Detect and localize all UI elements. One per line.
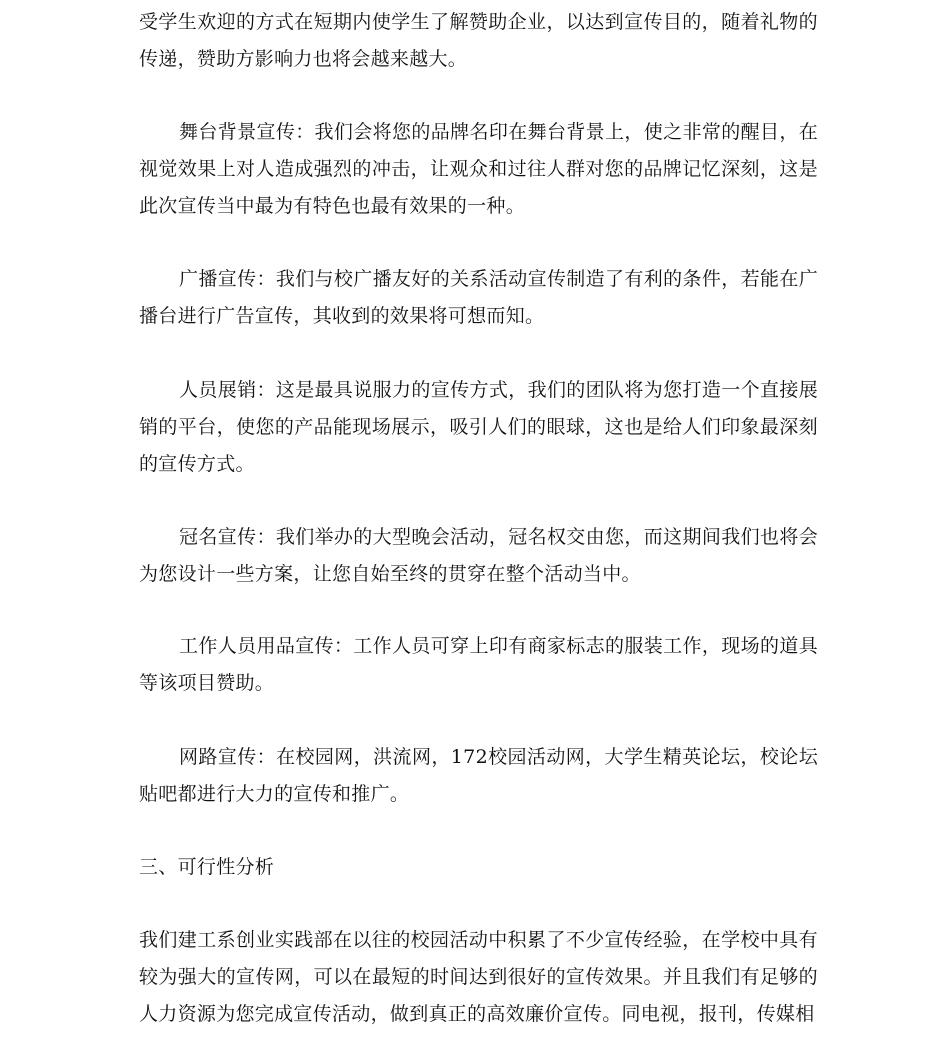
paragraph-online: 网路宣传：在校园网，洪流网，172校园活动网，大学生精英论坛，校论坛贴吧都进行大力的宣传和推广。 bbox=[139, 746, 818, 805]
paragraph-naming-rights: 冠名宣传：我们举办的大型晚会活动，冠名权交由您，而这期间我们也将会为您设计一些方案，让您自始至终的贯穿在整个活动当中。 bbox=[139, 526, 818, 585]
section-heading-feasibility: 三、可行性分析 bbox=[139, 856, 275, 878]
paragraph-staff-supplies: 工作人员用品宣传：工作人员可穿上印有商家标志的服装工作，现场的道具等该项目赞助。 bbox=[139, 635, 818, 694]
paragraph-broadcast: 广播宣传：我们与校广播友好的关系活动宣传制造了有利的条件，若能在广播台进行广告宣传，其收到的效果将可想而知。 bbox=[139, 268, 818, 327]
paragraph-staff-exhibition: 人员展销：这是最具说服力的宣传方式，我们的团队将为您打造一个直接展销的平台，使您的产品能现场展示，吸引人们的眼球，这也是给人们印象最深刻的宣传方式。 bbox=[139, 379, 818, 475]
paragraph-gift-promotion: 受学生欢迎的方式在短期内使学生了解赞助企业，以达到宣传目的，随着礼物的传递，赞助方影响力也将会越来越大。 bbox=[139, 11, 818, 70]
paragraph-feasibility: 我们建工系创业实践部在以往的校园活动中积累了不少宣传经验，在学校中具有较为强大的宣传网，可以在最短的时间达到很好的宣传效果。并且我们有足够的人力资源为您完成宣传活动，做到真正的高效廉价宣传。同电视，报刊，传媒相 bbox=[139, 929, 818, 1025]
paragraph-stage-background: 舞台背景宣传：我们会将您的品牌名印在舞台背景上，使之非常的醒目，在视觉效果上对人造成强烈的冲击，让观众和过往人群对您的品牌记忆深刻，这是此次宣传当中最为有特色也最有效果的一种。 bbox=[139, 121, 818, 217]
